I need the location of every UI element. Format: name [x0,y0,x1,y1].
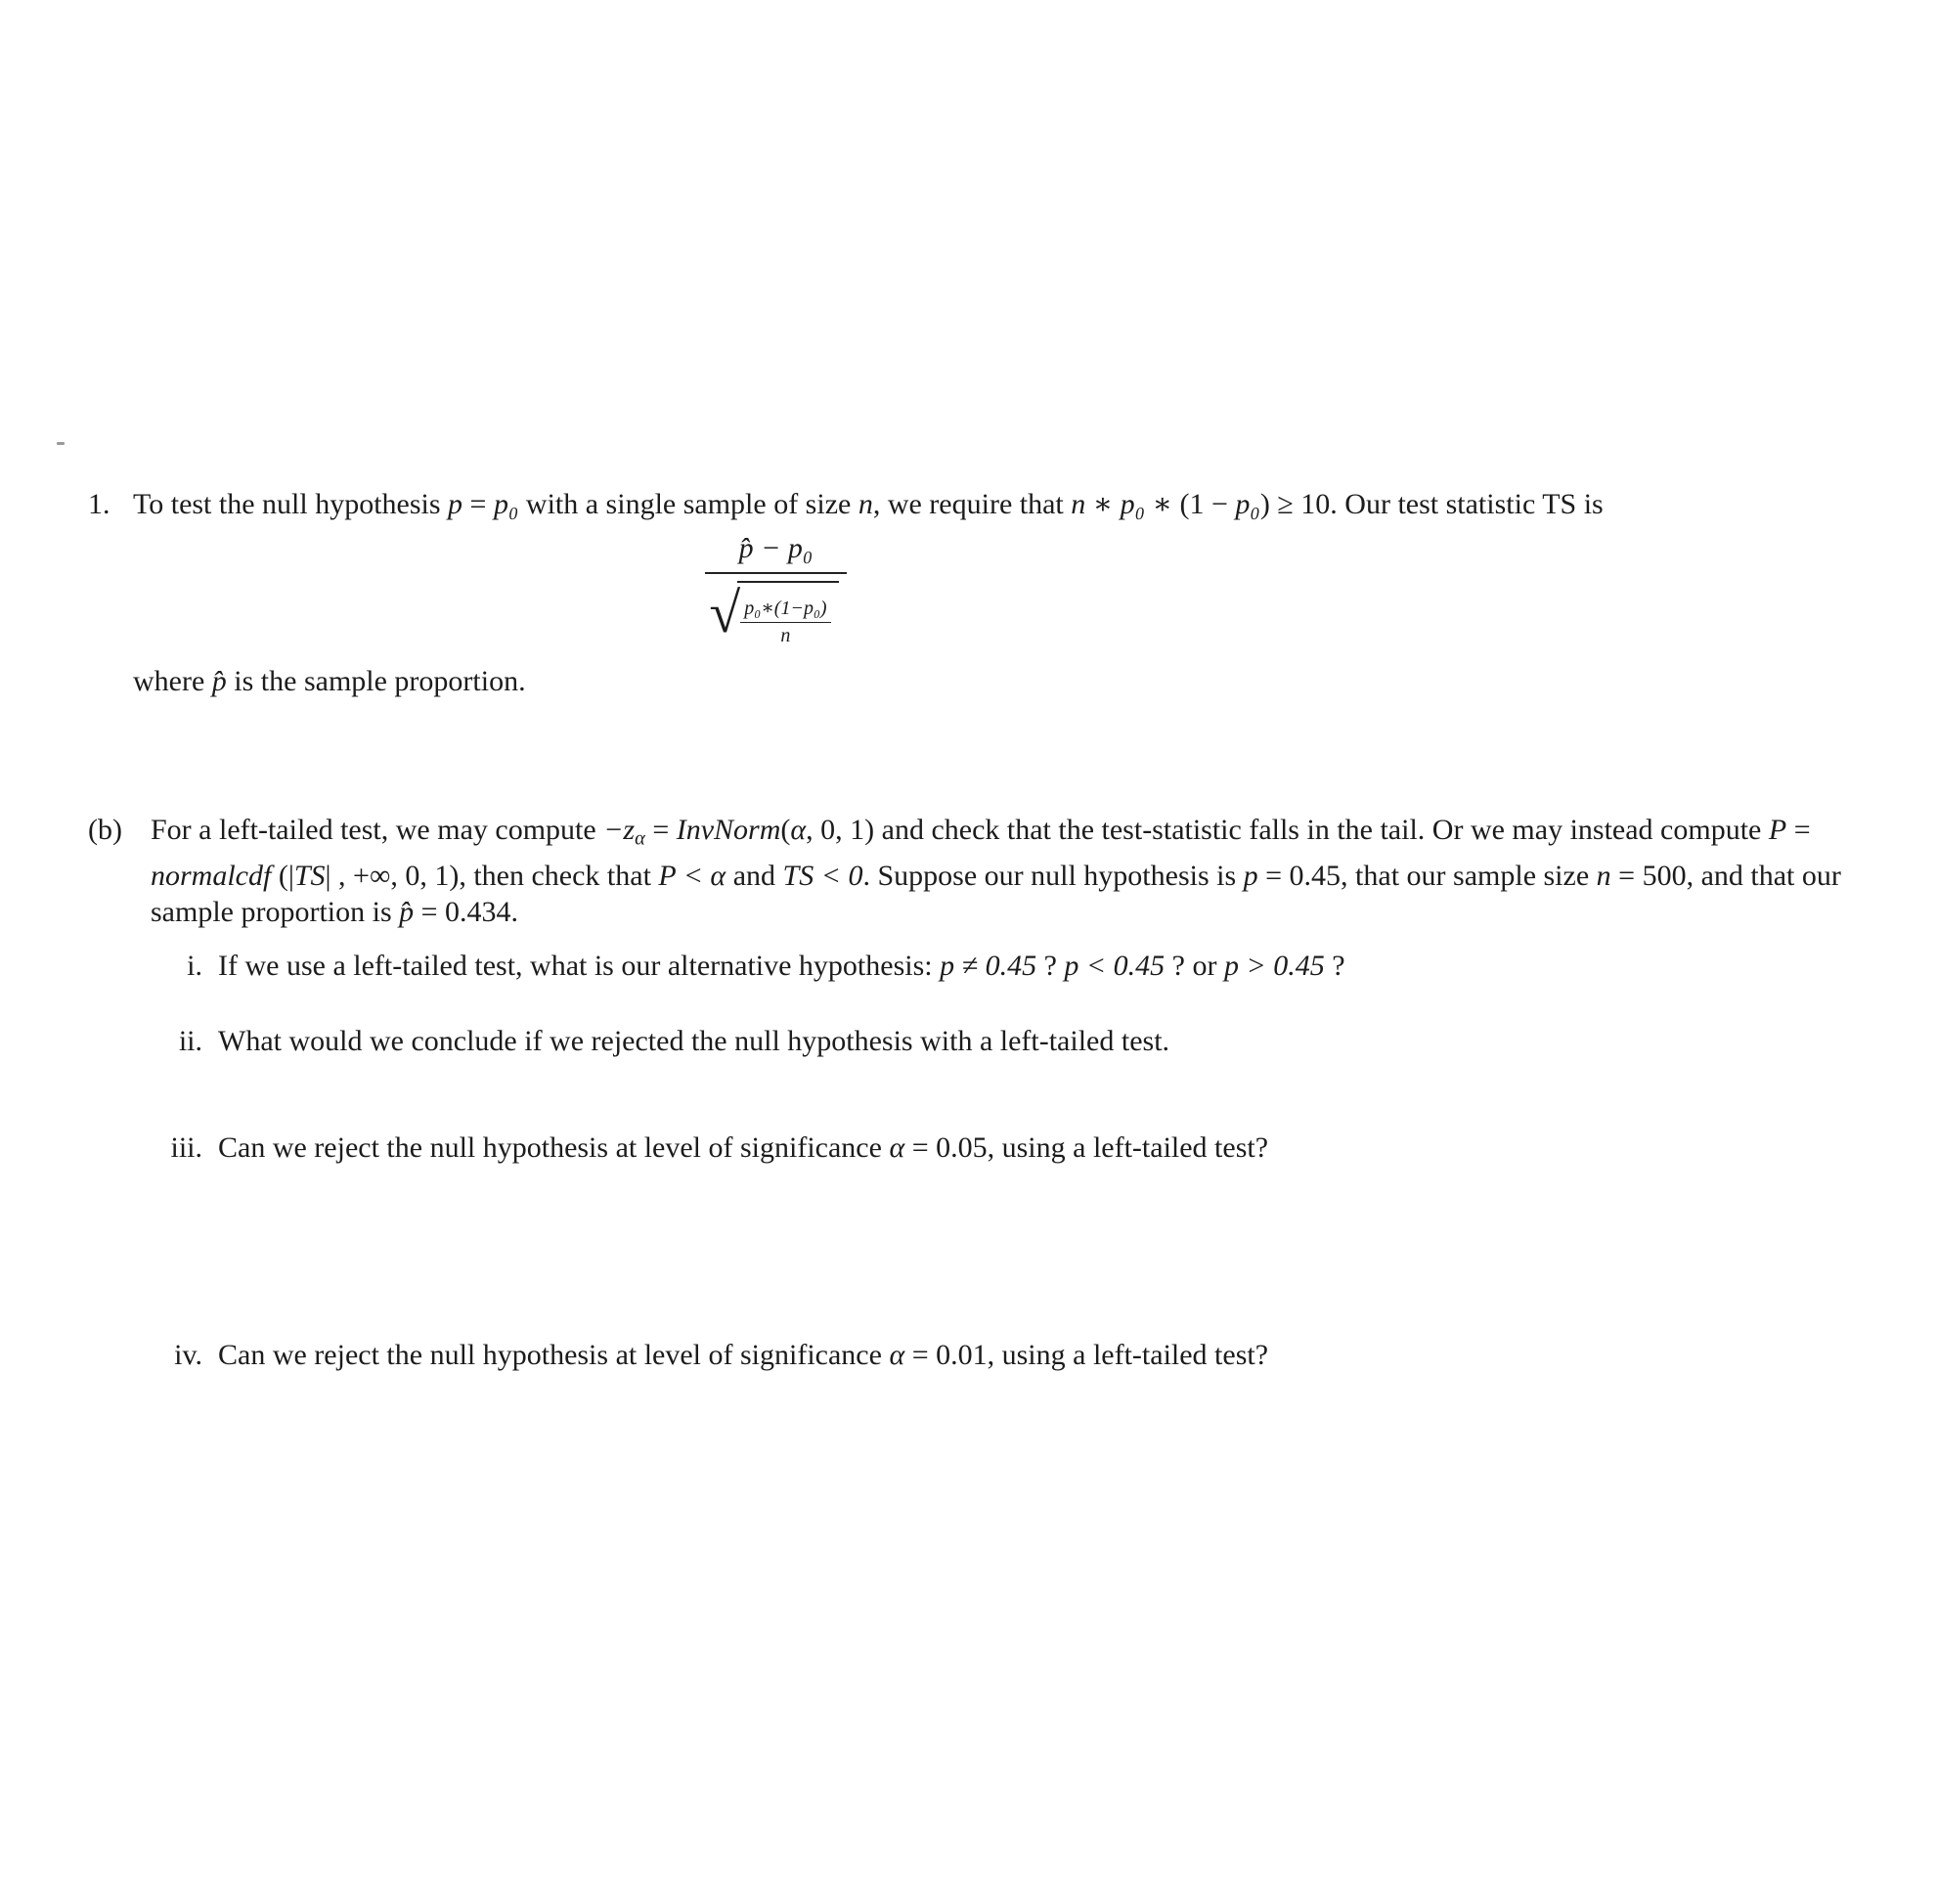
square-root-symbol: √ [709,580,741,644]
stray-scan-mark [57,442,65,445]
fraction [705,532,846,647]
subitem-i-label: i. [187,949,202,982]
subitem-iii-text: Can we reject the null hypothesis at level of significance α = 0.05, using a left-tailed test? [218,1130,1269,1164]
problem-1-content [133,486,1853,699]
part-b-label: (b) [88,814,122,846]
subitem-iv-label: iv. [174,1338,202,1371]
problem-1-intro: To test the null hypothesis p = p₀ with a single sample of size n, we require that n ∗ p₀ ∗ (1 − p₀) ≥ 10. Our test statistic TS is [133,488,1604,520]
subitem-iii [88,1129,1853,1166]
subitem-iv-text: Can we reject the null hypothesis at level of significance α = 0.01, using a left-tailed test? [218,1338,1269,1371]
inner-fraction [740,597,830,647]
inner-fraction-denominator: n [780,625,791,646]
problem-1 [88,486,1853,699]
test-statistic-formula [133,532,1853,647]
problem-1-number: 1. [88,488,110,520]
subitem-iii-label: iii. [170,1130,202,1164]
subitem-iv [88,1337,1853,1373]
subitem-ii-label: ii. [178,1024,202,1057]
radicand [737,581,838,647]
subitem-ii [88,1023,1853,1059]
subitem-i-text: If we use a left-tailed test, what is our alternative hypothesis: p ≠ 0.45 ? p < 0.45 ? or p > 0.45 ? [218,949,1345,982]
part-b-subitems [88,948,1853,1373]
subitem-i [88,948,1853,984]
inner-fraction-numerator: p₀∗(1−p₀) [740,597,830,623]
part-b-content [151,812,1853,930]
part-b-body: For a left-tailed test, we may compute −zα = InvNorm(α, 0, 1) and check that the test-statistic falls in the tail. Or we may instead compute P = normalcdf (|TS| , +∞, 0, 1), then check that P < α and TS < 0. Suppose our null hypothesis is p = 0.45, that our sample size n = 500, and that our sample proportion is p̂ = 0.434. [151,814,1841,928]
part-b [88,812,1853,930]
fraction-denominator [705,572,846,647]
subitem-ii-text: What would we conclude if we rejected the null hypothesis with a left-tailed test. [218,1024,1170,1057]
problem-1-where-clause: where p̂ is the sample proportion. [133,665,526,697]
fraction-numerator: p̂ − p₀ [738,532,814,564]
